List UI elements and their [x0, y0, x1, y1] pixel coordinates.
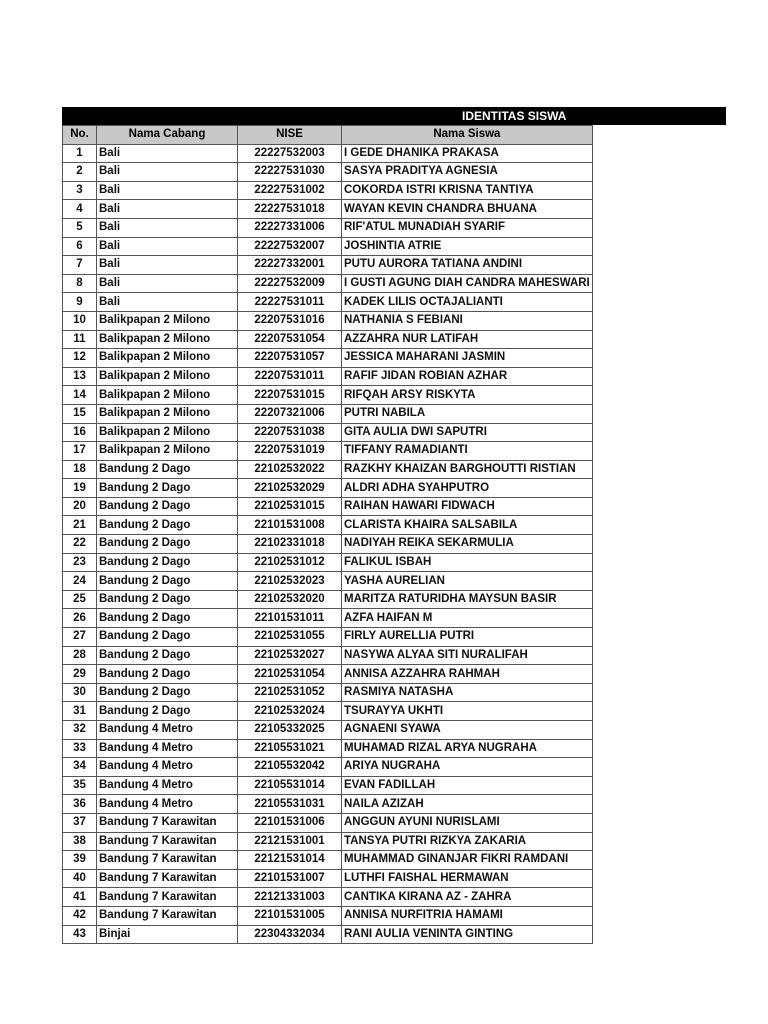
- cell-nise: 22207531015: [238, 386, 342, 405]
- cell-nise: 22102531015: [238, 497, 342, 516]
- cell-nama-siswa: NAILA AZIZAH: [342, 795, 593, 814]
- cell-nama-cabang: Bandung 2 Dago: [97, 535, 238, 554]
- cell-nama-siswa: RIFQAH ARSY RISKYTA: [342, 386, 593, 405]
- cell-nama-cabang: Bandung 4 Metro: [97, 795, 238, 814]
- cell-nama-cabang: Balikpapan 2 Milono: [97, 311, 238, 330]
- cell-nise: 22102531052: [238, 683, 342, 702]
- cell-nama-siswa: RAZKHY KHAIZAN BARGHOUTTI RISTIAN: [342, 460, 593, 479]
- header-row: [63, 126, 593, 145]
- cell-nama-siswa: KADEK LILIS OCTAJALIANTI: [342, 293, 593, 312]
- table-row: [63, 181, 593, 200]
- cell-nise: 22227532003: [238, 144, 342, 163]
- cell-no: 15: [63, 404, 97, 423]
- table-row: [63, 813, 593, 832]
- cell-nise: 22102532027: [238, 646, 342, 665]
- cell-no: 20: [63, 497, 97, 516]
- cell-no: 33: [63, 739, 97, 758]
- table-row: [63, 683, 593, 702]
- table-row: [63, 776, 593, 795]
- table-row: [63, 386, 593, 405]
- table-row: [63, 367, 593, 386]
- cell-nama-cabang: Bali: [97, 237, 238, 256]
- cell-nise: 22102331018: [238, 535, 342, 554]
- cell-nise: 22101531008: [238, 516, 342, 535]
- table-row: [63, 869, 593, 888]
- cell-no: 37: [63, 813, 97, 832]
- table-row: [63, 590, 593, 609]
- table-row: [63, 144, 593, 163]
- cell-nama-cabang: Bali: [97, 200, 238, 219]
- cell-no: 17: [63, 442, 97, 461]
- cell-nama-cabang: Bandung 7 Karawitan: [97, 851, 238, 870]
- cell-nise: 22101531011: [238, 609, 342, 628]
- cell-nise: 22101531006: [238, 813, 342, 832]
- cell-no: 36: [63, 795, 97, 814]
- cell-nama-siswa: RAIHAN HAWARI FIDWACH: [342, 497, 593, 516]
- cell-nama-cabang: Bandung 2 Dago: [97, 646, 238, 665]
- cell-no: 31: [63, 702, 97, 721]
- cell-nama-cabang: Bandung 2 Dago: [97, 628, 238, 647]
- cell-nise: 22227531011: [238, 293, 342, 312]
- cell-nise: 22207531054: [238, 330, 342, 349]
- table-row: [63, 237, 593, 256]
- table-row: [63, 218, 593, 237]
- cell-no: 35: [63, 776, 97, 795]
- cell-no: 29: [63, 665, 97, 684]
- cell-nama-cabang: Bandung 2 Dago: [97, 572, 238, 591]
- table-row: [63, 739, 593, 758]
- cell-nise: 22121531014: [238, 851, 342, 870]
- table-row: [63, 442, 593, 461]
- cell-no: 23: [63, 553, 97, 572]
- cell-no: 30: [63, 683, 97, 702]
- cell-no: 5: [63, 218, 97, 237]
- cell-no: 13: [63, 367, 97, 386]
- table-row: [63, 274, 593, 293]
- cell-nama-cabang: Bandung 7 Karawitan: [97, 813, 238, 832]
- column-header-nama-cabang: Nama Cabang: [97, 126, 238, 145]
- cell-nama-siswa: COKORDA ISTRI KRISNA TANTIYA: [342, 181, 593, 200]
- table-row: [63, 256, 593, 275]
- cell-no: 22: [63, 535, 97, 554]
- cell-nise: 22102531012: [238, 553, 342, 572]
- table-row: [63, 646, 593, 665]
- cell-nise: 22102532029: [238, 479, 342, 498]
- cell-no: 7: [63, 256, 97, 275]
- cell-nama-siswa: MUHAMMAD GINANJAR FIKRI RAMDANI: [342, 851, 593, 870]
- cell-nama-cabang: Bandung 2 Dago: [97, 683, 238, 702]
- cell-nise: 22304332034: [238, 925, 342, 944]
- cell-nama-siswa: PUTRI NABILA: [342, 404, 593, 423]
- cell-nise: 22227532009: [238, 274, 342, 293]
- cell-nama-siswa: ANGGUN AYUNI NURISLAMI: [342, 813, 593, 832]
- cell-nise: 22207531016: [238, 311, 342, 330]
- cell-no: 27: [63, 628, 97, 647]
- cell-nama-cabang: Bali: [97, 274, 238, 293]
- cell-nama-siswa: YASHA AURELIAN: [342, 572, 593, 591]
- student-table: [62, 125, 593, 944]
- table-row: [63, 535, 593, 554]
- cell-nama-siswa: MUHAMAD RIZAL ARYA NUGRAHA: [342, 739, 593, 758]
- cell-no: 6: [63, 237, 97, 256]
- cell-no: 21: [63, 516, 97, 535]
- cell-nama-cabang: Bandung 7 Karawitan: [97, 869, 238, 888]
- cell-nama-siswa: FALIKUL ISBAH: [342, 553, 593, 572]
- cell-nama-cabang: Bandung 2 Dago: [97, 479, 238, 498]
- cell-no: 42: [63, 906, 97, 925]
- cell-nama-siswa: TIFFANY RAMADIANTI: [342, 442, 593, 461]
- cell-nama-cabang: Bandung 2 Dago: [97, 702, 238, 721]
- table-row: [63, 311, 593, 330]
- cell-nama-cabang: Balikpapan 2 Milono: [97, 367, 238, 386]
- cell-nama-cabang: Binjai: [97, 925, 238, 944]
- cell-nama-siswa: NADIYAH REIKA SEKARMULIA: [342, 535, 593, 554]
- table-row: [63, 925, 593, 944]
- cell-nama-cabang: Bandung 4 Metro: [97, 721, 238, 740]
- cell-nise: 22207531019: [238, 442, 342, 461]
- cell-nama-siswa: SASYA PRADITYA AGNESIA: [342, 163, 593, 182]
- cell-nama-siswa: RIF'ATUL MUNADIAH SYARIF: [342, 218, 593, 237]
- cell-nama-cabang: Bali: [97, 181, 238, 200]
- cell-nama-cabang: Balikpapan 2 Milono: [97, 330, 238, 349]
- cell-nama-cabang: Balikpapan 2 Milono: [97, 423, 238, 442]
- cell-nise: 22102532022: [238, 460, 342, 479]
- cell-nama-siswa: MARITZA RATURIDHA MAYSUN BASIR: [342, 590, 593, 609]
- cell-nama-siswa: RAFIF JIDAN ROBIAN AZHAR: [342, 367, 593, 386]
- cell-nama-cabang: Bali: [97, 293, 238, 312]
- cell-nise: 22207531057: [238, 349, 342, 368]
- cell-no: 16: [63, 423, 97, 442]
- cell-nama-siswa: I GEDE DHANIKA PRAKASA: [342, 144, 593, 163]
- cell-nama-siswa: CANTIKA KIRANA AZ - ZAHRA: [342, 888, 593, 907]
- cell-nise: 22105532042: [238, 758, 342, 777]
- cell-no: 18: [63, 460, 97, 479]
- table-row: [63, 572, 593, 591]
- cell-no: 38: [63, 832, 97, 851]
- table-row: [63, 293, 593, 312]
- cell-nama-siswa: WAYAN KEVIN CHANDRA BHUANA: [342, 200, 593, 219]
- cell-nise: 22207531011: [238, 367, 342, 386]
- cell-nama-cabang: Bandung 2 Dago: [97, 516, 238, 535]
- table-row: [63, 516, 593, 535]
- cell-nise: 22102531054: [238, 665, 342, 684]
- cell-nama-siswa: AGNAENI SYAWA: [342, 721, 593, 740]
- cell-nama-siswa: GITA AULIA DWI SAPUTRI: [342, 423, 593, 442]
- cell-nise: 22105531021: [238, 739, 342, 758]
- cell-no: 19: [63, 479, 97, 498]
- cell-nise: 22101531005: [238, 906, 342, 925]
- cell-nama-siswa: ANNISA AZZAHRA RAHMAH: [342, 665, 593, 684]
- table-row: [63, 330, 593, 349]
- cell-nama-siswa: NATHANIA S FEBIANI: [342, 311, 593, 330]
- cell-nama-siswa: AZZAHRA NUR LATIFAH: [342, 330, 593, 349]
- cell-nama-cabang: Bandung 7 Karawitan: [97, 888, 238, 907]
- cell-nise: 22102532024: [238, 702, 342, 721]
- table-row: [63, 665, 593, 684]
- cell-nise: 22227331006: [238, 218, 342, 237]
- cell-nama-cabang: Balikpapan 2 Milono: [97, 386, 238, 405]
- table-row: [63, 553, 593, 572]
- cell-no: 3: [63, 181, 97, 200]
- cell-nama-siswa: CLARISTA KHAIRA SALSABILA: [342, 516, 593, 535]
- cell-nama-siswa: PUTU AURORA TATIANA ANDINI: [342, 256, 593, 275]
- cell-nama-siswa: LUTHFI FAISHAL HERMAWAN: [342, 869, 593, 888]
- cell-nise: 22207321006: [238, 404, 342, 423]
- cell-nama-siswa: RASMIYA NATASHA: [342, 683, 593, 702]
- cell-nama-cabang: Bandung 2 Dago: [97, 497, 238, 516]
- table-row: [63, 758, 593, 777]
- cell-nama-cabang: Balikpapan 2 Milono: [97, 404, 238, 423]
- table-row: [63, 163, 593, 182]
- cell-nise: 22102531055: [238, 628, 342, 647]
- cell-no: 9: [63, 293, 97, 312]
- cell-nama-cabang: Bandung 7 Karawitan: [97, 906, 238, 925]
- cell-nise: 22101531007: [238, 869, 342, 888]
- cell-nise: 22102532023: [238, 572, 342, 591]
- cell-nama-siswa: RANI AULIA VENINTA GINTING: [342, 925, 593, 944]
- cell-no: 32: [63, 721, 97, 740]
- cell-nama-siswa: TANSYA PUTRI RIZKYA ZAKARIA: [342, 832, 593, 851]
- cell-no: 41: [63, 888, 97, 907]
- cell-no: 26: [63, 609, 97, 628]
- table-row: [63, 795, 593, 814]
- cell-no: 39: [63, 851, 97, 870]
- cell-nise: 22105531031: [238, 795, 342, 814]
- cell-nama-siswa: TSURAYYA UKHTI: [342, 702, 593, 721]
- cell-nama-siswa: ARIYA NUGRAHA: [342, 758, 593, 777]
- cell-nama-cabang: Bandung 2 Dago: [97, 460, 238, 479]
- column-header-no: No.: [63, 126, 97, 145]
- cell-nama-siswa: ANNISA NURFITRIA HAMAMI: [342, 906, 593, 925]
- cell-no: 28: [63, 646, 97, 665]
- table-row: [63, 423, 593, 442]
- cell-no: 14: [63, 386, 97, 405]
- cell-no: 12: [63, 349, 97, 368]
- cell-no: 11: [63, 330, 97, 349]
- cell-no: 4: [63, 200, 97, 219]
- cell-no: 25: [63, 590, 97, 609]
- cell-nama-cabang: Bandung 2 Dago: [97, 590, 238, 609]
- cell-nama-siswa: EVAN FADILLAH: [342, 776, 593, 795]
- cell-no: 43: [63, 925, 97, 944]
- cell-nise: 22105531014: [238, 776, 342, 795]
- table-row: [63, 200, 593, 219]
- cell-no: 34: [63, 758, 97, 777]
- cell-nama-cabang: Bandung 7 Karawitan: [97, 832, 238, 851]
- cell-nama-siswa: FIRLY AURELLIA PUTRI: [342, 628, 593, 647]
- cell-nama-cabang: Bandung 2 Dago: [97, 553, 238, 572]
- section-title-bar: [62, 107, 726, 125]
- column-header-nise: NISE: [238, 126, 342, 145]
- column-header-nama-siswa: Nama Siswa: [342, 126, 593, 145]
- cell-no: 8: [63, 274, 97, 293]
- cell-nise: 22121331003: [238, 888, 342, 907]
- cell-nama-siswa: JOSHINTIA ATRIE: [342, 237, 593, 256]
- cell-nama-cabang: Bali: [97, 256, 238, 275]
- table-row: [63, 851, 593, 870]
- cell-nise: 22102532020: [238, 590, 342, 609]
- table-header: [63, 126, 593, 145]
- cell-nama-siswa: ALDRI ADHA SYAHPUTRO: [342, 479, 593, 498]
- table-row: [63, 628, 593, 647]
- cell-nama-cabang: Bali: [97, 163, 238, 182]
- cell-nise: 22105332025: [238, 721, 342, 740]
- table-row: [63, 702, 593, 721]
- cell-nise: 22227531018: [238, 200, 342, 219]
- cell-nama-cabang: Balikpapan 2 Milono: [97, 349, 238, 368]
- cell-nama-cabang: Bandung 2 Dago: [97, 609, 238, 628]
- cell-no: 40: [63, 869, 97, 888]
- table-row: [63, 906, 593, 925]
- cell-nama-siswa: I GUSTI AGUNG DIAH CANDRA MAHESWARI: [342, 274, 593, 293]
- cell-no: 1: [63, 144, 97, 163]
- table-row: [63, 888, 593, 907]
- table-row: [63, 349, 593, 368]
- cell-nama-cabang: Bandung 2 Dago: [97, 665, 238, 684]
- table-row: [63, 460, 593, 479]
- table-row: [63, 479, 593, 498]
- cell-nise: 22121531001: [238, 832, 342, 851]
- cell-nama-siswa: JESSICA MAHARANI JASMIN: [342, 349, 593, 368]
- cell-nama-cabang: Bali: [97, 144, 238, 163]
- cell-nise: 22227532007: [238, 237, 342, 256]
- table-row: [63, 721, 593, 740]
- cell-nama-siswa: NASYWA ALYAA SITI NURALIFAH: [342, 646, 593, 665]
- cell-nise: 22207531038: [238, 423, 342, 442]
- cell-nama-cabang: Bandung 4 Metro: [97, 739, 238, 758]
- cell-nise: 22227531002: [238, 181, 342, 200]
- cell-nama-cabang: Bandung 4 Metro: [97, 776, 238, 795]
- cell-no: 10: [63, 311, 97, 330]
- cell-nise: 22227531030: [238, 163, 342, 182]
- cell-nama-siswa: AZFA HAIFAN M: [342, 609, 593, 628]
- table-row: [63, 404, 593, 423]
- table-body: [63, 144, 593, 944]
- cell-nise: 22227332001: [238, 256, 342, 275]
- cell-nama-cabang: Bali: [97, 218, 238, 237]
- cell-no: 24: [63, 572, 97, 591]
- cell-nama-cabang: Bandung 4 Metro: [97, 758, 238, 777]
- cell-nama-cabang: Balikpapan 2 Milono: [97, 442, 238, 461]
- table-row: [63, 497, 593, 516]
- section-title: IDENTITAS SISWA: [462, 109, 567, 123]
- cell-no: 2: [63, 163, 97, 182]
- table-row: [63, 832, 593, 851]
- table-row: [63, 609, 593, 628]
